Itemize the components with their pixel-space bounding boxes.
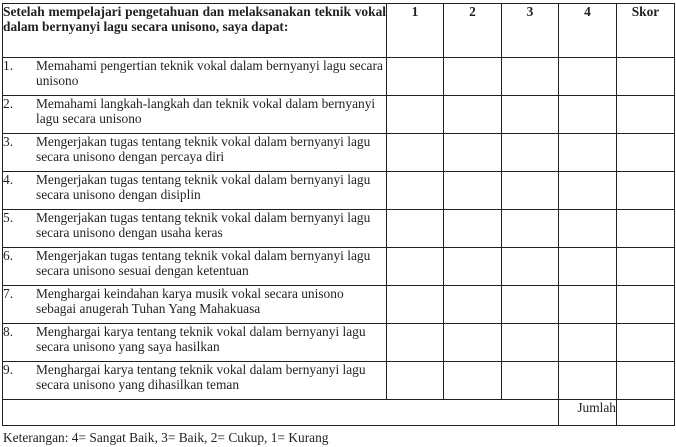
item-number: 8.: [3, 324, 14, 339]
header-score-2: 2: [444, 4, 502, 58]
sum-row: [3, 400, 675, 426]
table-header-row: [3, 4, 675, 58]
item-text: Menghargai karya tentang teknik vokal dalam bernyanyi lagu secara unisono yang saya hasilkan: [36, 324, 366, 354]
self-assessment-table: [2, 3, 675, 426]
header-statement: Setelah mempelajari pengetahuan dan melaksanakan teknik vokal dalam bernyanyi lagu secara unisono, saya dapat:: [3, 4, 387, 58]
score-4-cell[interactable]: [559, 362, 617, 400]
item-number: 7.: [3, 286, 14, 301]
table-row: [3, 96, 675, 134]
table-row: [3, 58, 675, 96]
score-3-cell[interactable]: [502, 286, 559, 324]
table-row: [3, 248, 675, 286]
score-2-cell[interactable]: [444, 134, 502, 172]
item-text: Mengerjakan tugas tentang teknik vokal dalam bernyanyi lagu secara unisono dengan disiplin: [36, 172, 371, 202]
table-row: [3, 210, 675, 248]
skor-cell[interactable]: [617, 362, 675, 400]
score-3-cell[interactable]: [502, 248, 559, 286]
item-number: 6.: [3, 248, 14, 263]
item-number: 5.: [3, 210, 14, 225]
header-score-3: 3: [502, 4, 559, 58]
item-text: Menghargai karya tentang teknik vokal dalam bernyanyi lagu secara unisono yang dihasilkan teman: [36, 362, 366, 392]
score-2-cell[interactable]: [444, 324, 502, 362]
score-1-cell[interactable]: [387, 134, 444, 172]
skor-cell[interactable]: [617, 324, 675, 362]
skor-cell[interactable]: [617, 286, 675, 324]
score-2-cell[interactable]: [444, 286, 502, 324]
item-number: 9.: [3, 362, 14, 377]
table-row: [3, 362, 675, 400]
table-row: [3, 134, 675, 172]
score-2-cell[interactable]: [444, 172, 502, 210]
score-2-cell[interactable]: [444, 248, 502, 286]
score-3-cell[interactable]: [502, 58, 559, 96]
score-4-cell[interactable]: [559, 286, 617, 324]
score-3-cell[interactable]: [502, 210, 559, 248]
statement-cell: [3, 324, 387, 362]
score-4-cell[interactable]: [559, 96, 617, 134]
score-1-cell[interactable]: [387, 96, 444, 134]
skor-cell[interactable]: [617, 134, 675, 172]
statement-cell: [3, 58, 387, 96]
statement-cell: [3, 172, 387, 210]
score-1-cell[interactable]: [387, 362, 444, 400]
score-3-cell[interactable]: [502, 172, 559, 210]
item-text: Memahami langkah-langkah dan teknik vokal dalam bernyanyi lagu secara unisono: [36, 96, 376, 126]
score-4-cell[interactable]: [559, 248, 617, 286]
table-row: [3, 172, 675, 210]
table-row: [3, 324, 675, 362]
score-1-cell[interactable]: [387, 248, 444, 286]
score-1-cell[interactable]: [387, 210, 444, 248]
item-number: 1.: [3, 58, 14, 73]
score-2-cell[interactable]: [444, 96, 502, 134]
statement-cell: [3, 210, 387, 248]
score-2-cell[interactable]: [444, 210, 502, 248]
score-1-cell[interactable]: [387, 286, 444, 324]
header-score-1: 1: [387, 4, 444, 58]
item-number: 4.: [3, 172, 14, 187]
statement-cell: [3, 286, 387, 324]
score-3-cell[interactable]: [502, 96, 559, 134]
score-4-cell[interactable]: [559, 58, 617, 96]
item-text: Mengerjakan tugas tentang teknik vokal dalam bernyanyi lagu secara unisono dengan usaha keras: [36, 210, 371, 240]
statement-cell: [3, 362, 387, 400]
sum-label: Jumlah: [559, 400, 617, 426]
score-2-cell[interactable]: [444, 58, 502, 96]
item-text: Mengerjakan tugas tentang teknik vokal dalam bernyanyi lagu secara unisono sesuai dengan ketentuan: [36, 248, 371, 278]
skor-cell[interactable]: [617, 172, 675, 210]
score-4-cell[interactable]: [559, 210, 617, 248]
item-number: 2.: [3, 96, 14, 111]
skor-cell[interactable]: [617, 58, 675, 96]
score-3-cell[interactable]: [502, 362, 559, 400]
statement-cell: [3, 134, 387, 172]
item-number: 3.: [3, 134, 14, 149]
legend-note: Keterangan: 4= Sangat Baik, 3= Baik, 2= Cukup, 1= Kurang: [3, 430, 329, 445]
score-1-cell[interactable]: [387, 58, 444, 96]
statement-cell: [3, 96, 387, 134]
item-text: Menghargai keindahan karya musik vokal secara unisono sebagai anugerah Tuhan Yang Mahakuasa: [36, 286, 344, 316]
header-score-4: 4: [559, 4, 617, 58]
score-1-cell[interactable]: [387, 324, 444, 362]
table-body: [3, 58, 675, 400]
sum-value-cell[interactable]: [617, 400, 675, 426]
score-4-cell[interactable]: [559, 134, 617, 172]
header-skor: Skor: [617, 4, 675, 58]
score-1-cell[interactable]: [387, 172, 444, 210]
item-text: Mengerjakan tugas tentang teknik vokal dalam bernyanyi lagu secara unisono dengan percaya diri: [36, 134, 371, 164]
skor-cell[interactable]: [617, 210, 675, 248]
score-4-cell[interactable]: [559, 172, 617, 210]
statement-cell: [3, 248, 387, 286]
score-2-cell[interactable]: [444, 362, 502, 400]
table-row: [3, 286, 675, 324]
score-3-cell[interactable]: [502, 324, 559, 362]
skor-cell[interactable]: [617, 248, 675, 286]
score-3-cell[interactable]: [502, 134, 559, 172]
skor-cell[interactable]: [617, 96, 675, 134]
score-4-cell[interactable]: [559, 324, 617, 362]
item-text: Memahami pengertian teknik vokal dalam bernyanyi lagu secara unisono: [36, 58, 383, 88]
sum-row-blank: [3, 400, 559, 426]
